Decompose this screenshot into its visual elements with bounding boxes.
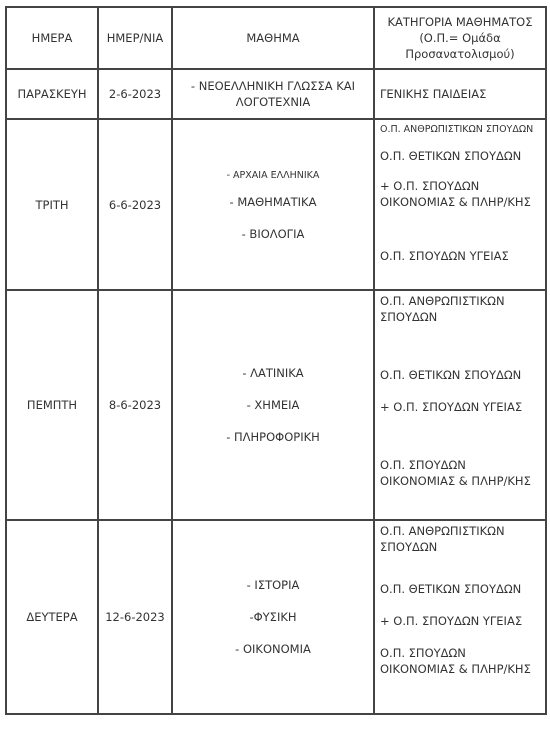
header-category-title: ΚΑΤΗΓΟΡΙΑ ΜΑΘΗΜΑΤΟΣ bbox=[387, 15, 533, 29]
category-item: Ο.Π. ΘΕΤΙΚΩΝ ΣΠΟΥΔΩΝ bbox=[380, 368, 522, 382]
header-category-note: (Ο.Π.= Ομάδα Προσανατολισμού) bbox=[405, 31, 515, 61]
header-day: ΗΜΕΡΑ bbox=[6, 7, 98, 69]
day-cell: ΤΡΙΤΗ bbox=[6, 119, 98, 290]
table-row bbox=[6, 520, 546, 714]
subject-item: - ΝΕΟΕΛΛΗΝΙΚΗ ΓΛΩΣΣΑ ΚΑΙ ΛΟΓΟΤΕΧΝΙΑ bbox=[190, 79, 356, 109]
subject-cell bbox=[172, 119, 374, 290]
category-item: Ο.Π. ΣΠΟΥΔΩΝ ΟΙΚΟΝΟΜΙΑΣ & ΠΛΗΡ/ΚΗΣ bbox=[380, 458, 531, 488]
category-item: Ο.Π. ΘΕΤΙΚΩΝ ΣΠΟΥΔΩΝ bbox=[380, 582, 522, 596]
category-item: Ο.Π. ΑΝΘΡΩΠΙΣΤΙΚΩΝ ΣΠΟΥΔΩΝ bbox=[380, 524, 505, 554]
exam-schedule-table bbox=[5, 6, 547, 715]
category-item: Ο.Π. ΘΕΤΙΚΩΝ ΣΠΟΥΔΩΝ bbox=[380, 149, 522, 163]
subject-item: - ΒΙΟΛΟΓΙΑ bbox=[241, 226, 305, 241]
category-item: Ο.Π. ΑΝΘΡΩΠΙΣΤΙΚΩΝ ΣΠΟΥΔΩΝ bbox=[380, 124, 534, 135]
day-cell: ΠΕΜΠΤΗ bbox=[6, 290, 98, 520]
category-cell bbox=[374, 69, 546, 119]
subject-cell bbox=[172, 69, 374, 119]
date-cell: 12-6-2023 bbox=[98, 520, 172, 714]
table-row bbox=[6, 119, 546, 290]
subject-cell bbox=[172, 290, 374, 520]
subject-item: - ΟΙΚΟΝΟΜΙΑ bbox=[235, 642, 311, 656]
subject-item: -ΦΥΣΙΚΗ bbox=[249, 610, 297, 624]
category-cell bbox=[374, 119, 546, 290]
subject-item: - ΑΡΧΑΙΑ ΕΛΛΗΝΙΚΑ bbox=[226, 169, 320, 181]
category-item: Ο.Π. ΣΠΟΥΔΩΝ ΥΓΕΙΑΣ bbox=[380, 249, 509, 263]
header-date: ΗΜΕΡ/ΝΙΑ bbox=[98, 7, 172, 69]
table-header-row bbox=[6, 7, 546, 69]
category-cell bbox=[374, 290, 546, 520]
category-item: ΓΕΝΙΚΗΣ ΠΑΙΔΕΙΑΣ bbox=[380, 87, 487, 101]
date-cell: 2-6-2023 bbox=[98, 69, 172, 119]
subject-item: - ΜΑΘΗΜΑΤΙΚΑ bbox=[229, 194, 317, 209]
subject-item: - ΛΑΤΙΝΙΚΑ bbox=[242, 366, 304, 380]
subject-item: - ΧΗΜΕΙΑ bbox=[246, 398, 300, 412]
category-cell bbox=[374, 520, 546, 714]
day-cell: ΔΕΥΤΕΡΑ bbox=[6, 520, 98, 714]
category-item: Ο.Π. ΑΝΘΡΩΠΙΣΤΙΚΩΝ ΣΠΟΥΔΩΝ bbox=[380, 294, 505, 324]
category-item: + Ο.Π. ΣΠΟΥΔΩΝ ΥΓΕΙΑΣ bbox=[380, 614, 523, 628]
table-row bbox=[6, 69, 546, 119]
date-cell: 8-6-2023 bbox=[98, 290, 172, 520]
date-cell: 6-6-2023 bbox=[98, 119, 172, 290]
table-row bbox=[6, 290, 546, 520]
header-subject: ΜΑΘΗΜΑ bbox=[172, 7, 374, 69]
header-category bbox=[374, 7, 546, 69]
subject-item: - ΙΣΤΟΡΙΑ bbox=[246, 578, 300, 592]
category-item: + Ο.Π. ΣΠΟΥΔΩΝ ΥΓΕΙΑΣ bbox=[380, 400, 523, 414]
category-item: + Ο.Π. ΣΠΟΥΔΩΝ ΟΙΚΟΝΟΜΙΑΣ & ΠΛΗΡ/ΚΗΣ bbox=[380, 179, 531, 209]
subject-item: - ΠΛΗΡΟΦΟΡΙΚΗ bbox=[226, 430, 320, 444]
category-item: Ο.Π. ΣΠΟΥΔΩΝ ΟΙΚΟΝΟΜΙΑΣ & ΠΛΗΡ/ΚΗΣ bbox=[380, 646, 531, 676]
subject-cell bbox=[172, 520, 374, 714]
day-cell: ΠΑΡΑΣΚΕΥΗ bbox=[6, 69, 98, 119]
